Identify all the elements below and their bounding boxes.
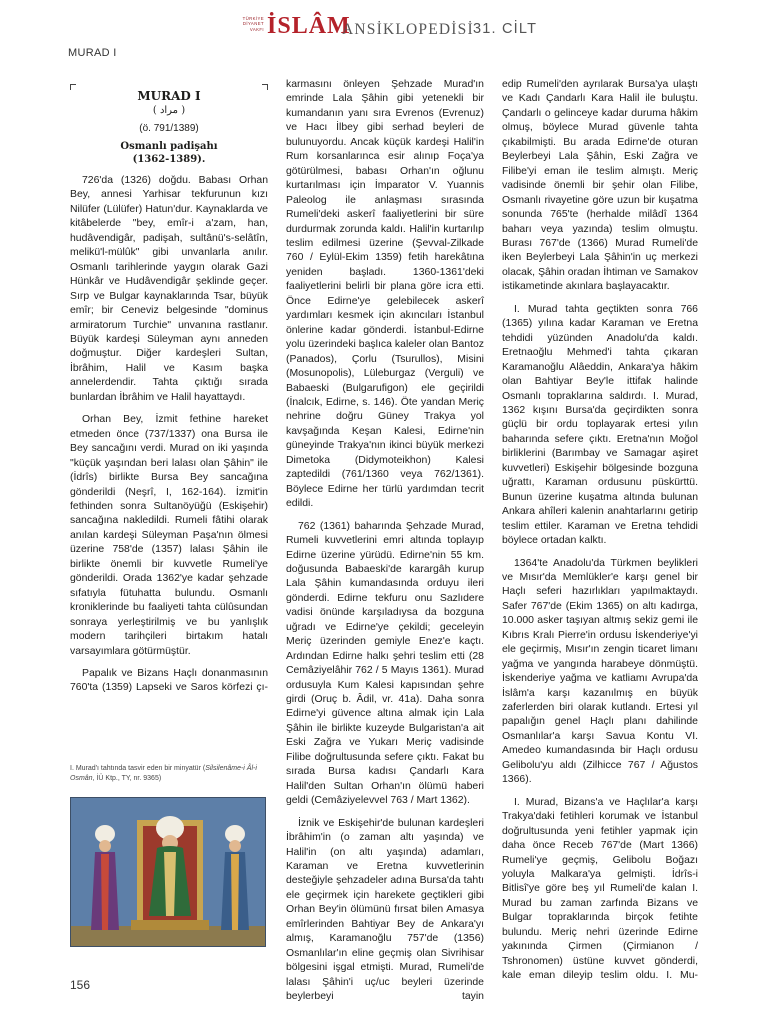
running-head: MURAD I — [68, 47, 117, 59]
entry-subtitle: Osmanlı padişahı — [120, 141, 218, 152]
entry-arabic: ( مراد ) — [152, 105, 186, 116]
entry-heading — [70, 78, 268, 166]
publisher-logo-text: TÜRKİYE DİYANET VAKFI — [242, 16, 264, 32]
corner-mark-left — [70, 84, 76, 90]
volume-label: 31. CİLT — [473, 21, 538, 37]
page-number: 156 — [70, 978, 91, 992]
paragraph: 1364'te Anadolu'da Türkmen beylikleri ve Mısır'da Memlükler'e karşı genel bir Haçlı seferi hazırlıkları yapılmaktaydı. Safer 767'de (Ekim 1365) on altı kadırga, 10.000 asker taşıyan altmış sekiz gemi ile Kıbrıs Kralı Pierre'in ordusu İskenderiye'yi ele geçirmiş, Mısır'ın zengin ticaret limanı yağma ve yangında harabeye dönmüştü. İskenderiye yağma ve katliamı Avrupa'da İslâm'a karşı kazanılmış en büyük zaferlerden biri olarak kutlandı. Ertesi yıl papalığın genel Haçlı planı dahilinde Osmanlılar'a karşı Savua Kontu VI. Amedeo kumandasında bir Haçlı ordusu Gelibolu'yu aldı (Zilhicce 767 / Ağustos 1366). — [502, 557, 698, 786]
paragraph: Orhan Bey, İzmit fethine hareket etmeden önce (737/1337) ona Bursa ile Bey sancağını verdi. Murad on iki yaşında "küçük yaşından beri lalası olan Şâhin" ile (İdrîs) birlikte Bursa Bey sancağına gönderildi (Neşrî, I, 162-164). İzmit'in fethinden sonra Sultanöyüğü (Eskişehir) sancağına nakledildi. Rumeli fâtihi olarak anılan kardeşi Süleyman Paşa'nın ölmesi üzerine 758'de (1357) lalası Şâhin ile birlikte önemli bir kuvvetle Rumeli'ye gönderildi. Orada 1362'ye kadar şehzade sıfatıyla fütuhatta bulundu. Osmanlı kroniklerinde bu faaliyeti tahta cülûsundan sonraya yerleştirilmiş ve bu yanlışlık modern tarihçileri birtakım hatalı varsayımlara götürmüştür. — [70, 414, 268, 657]
figure-caption: I. Murad'ı tahtında tasvir eden bir minyatür (Silsilenâme-i Âl-i Osmân, İÜ Ktp., TY, nr. 9365) — [70, 765, 257, 782]
paragraph: edip Rumeli'den ayrılarak Bursa'ya ulaştı ve Kadı Çandarlı Kara Halil ile buluştu. Çandarlı o gelinceye kadar duruma hâkim olmuş, böylece Murad güvenle tahta çıkabilmişti. Bu arada Edirne'de oturan Beylerbeyi Lala Şâhin, Eski Zağra ve Filibe'yi eman ile teslim almıştı. Meriç vadisinde önemli bir şehir olan Filibe, Osmanlı rivayetine göre uzun bir kuşatma sonunda 765'te (herhalde milâdî 1364 baharı veya yazında) teslim olmuştu. Burası 767'de (1366) Murad Rumeli'de iken Beylerbeyi Lala Şâhin'in uç merkezi olacak, Şâhin oradan İhtiman ve Samakov istikametinde akınlara başlayacaktır. — [502, 79, 698, 293]
miniature-painting — [70, 797, 266, 947]
corner-mark-right — [262, 84, 268, 90]
paragraph: I. Murad tahta geçtikten sonra 766 (1365) yılına kadar Karaman ve Eretna tehdidi yüzünden Anadolu'da kaldı. Eretnaoğlu Mehmed'i tahta çıkaran Karamanoğlu Alâeddin, Ankara'ya hâkim olan Bahtiyar Bey'le ittifak halinde Osmanlı topraklarına saldırdı. I. Murad, 1362 kışını Bursa'da geçirdikten sonra güçlü bir ordu toplayarak ertesi yılın baharında sefere çıktı. Eretna'nın Moğol birliklerini (Barımbay ve Samagar aşiret kuvvetleri) Eskişehir bölgesinde bozguna uğrattı, Karaman ordusunu püskürttü. Bunun üzerine kuşatma altında bulunan Ankara ahîleri kalenin anahtarlarını getirip teslim ettiler. Karaman ve Eretna tehdidi böylece ortadan kalktı. — [502, 303, 698, 547]
text-column-3 — [502, 78, 698, 984]
paragraph: karmasını önleyen Şehzade Murad'ın emrinde Lala Şâhin gibi yetenekli bir kumandanın yanı sıra Evrenos (Evrenuz) ve Hacı İlbey gibi serhad beyleri de bulunuyordu. Ancak küçük kardeşi Halil'in Rum korsanlarınca esir alınıp Foça'ya götürülmesi, babası Orhan'ın oğlunu kurtarılması için İmparator V. Yuannis Paleolog ile anlaşması sırasında Rumeli'deki askerî faaliyetlerini bir süre durdurmak zorunda kaldı. Halil'in kurtarılıp teslim edilmesi üzerine (Şevval-Zilkade 760 / Eylül-Ekim 1359) fetih harekâtına yeniden başladı. 1360-1361'deki faaliyetlerini belirli bir plana göre icra etti. Önce Edirne'ye gelebilecek askerî yardımları kesmek için akıncıları İstanbul önlerine kadar gönderdi. İstanbul-Edirne yolu üzerindeki başlıca kaleler olan Bantoz (Panados), Çorlu (Tsurullos), Misini (Mosunopolis), Lüleburgaz (Verguli) ve Babaeski (Bulgarufigon) ele geçirildi (İnalcık, Edirne, s. 146). Öte yandan Meriç nehrine doğru Güney Trakya yol kavşağında Keşan Kalesi, Edirne'nin güneyinde Trakya'nın ikinci büyük merkezi Dimetoka (Didymoteikhon) Kalesi zaptedildi (761/1360 veya 762/1361). Böylece Edirne her türlü yardımdan tecrit edildi. — [286, 79, 484, 510]
text-column-2 — [286, 78, 484, 1005]
paragraph: I. Murad, Bizans'a ve Haçlılar'a karşı Trakya'daki fetihleri korumak ve İstanbul doğrultusunda yeni fetihler yapmak için daha önce Receb 767'de (Mart 1366) Rumeli'ye geçmiş, Gelibolu Boğazı yoluyla Malkara'ya gelmişti. İdrîs-i Bitlisî'ye göre beş yıl Rumeli'de kalan I. Murad bu zaman zarfında Bizans ve Bulgar topraklarında birçok fetihte bulundu. Meriç nehri üzerinde Edirne yakınında Çirmen (Çirmianon / Tshronomen) üstüne kuvvet gönderdi, kale eman dileyip teslim oldu. I. Mu- — [502, 796, 698, 982]
paragraph: 762 (1361) baharında Şehzade Murad, Rumeli kuvvetlerini emri altında toplayıp Edirne üzerine yürüdü. Edirne'nin 55 km. doğusunda Babaeski'de karargâh kurup Lala Şâhin kumandasında orduyu ileri gönderdi. Edirne tekfuru onu Sazlıdere vadisi önünde karşıladıysa da bozguna uğradı ve Edirne'ye çekildi; geceleyin Meriç üzerinden gemiyle Enez'e kaçtı. Ardından Edirne halkı şehri teslim etti (28 Cemâziyelâhir 762 / 5 Mayıs 1361). Murad ordusuyla Kum Kalesi kapısından şehre girdi (Oruç b. Âdil, vr. 41a). Daha sonra Edirne'yi güvence altına almak için Lala Şâhin ile birlikte kuzeyde Bulgaristan'a ait Eski Zağra ve Yukarı Meriç vadisinde Filibe doğrultusunda sefere çıktı. Fakat bu sırada Bursa kadısı Çandarlı Kara Halil'den Sultan Orhan'ın ölümü haberi geldi (Cemâziyelevvel 763 / Mart 1362). — [286, 520, 484, 807]
entry-dates: (ö. 791/1389) — [139, 123, 199, 134]
text-column-1 — [70, 78, 268, 696]
paragraph: İznik ve Eskişehir'de bulunan kardeşleri İbrâhim'in (o zaman altı yaşında) ve Halil'in (on altı yaşında) adamları, Karaman ve Eretna kuvvetlerinin desteğiyle şehzadeler adına Bursa'da tahtı ele geçirmek için harekete geçtikleri gibi Orhan Bey'in ölümünü fırsat bilen Amasya emîrlerinden Bahtiyar Bey de Ankara'yı almış, Karamanoğlu 757'de (1356) Osmanlılar'ın eline geçmiş olan Sivrihisar bölgesini işgal etmişti. Murad, Rumeli'de lalası Şâhin'i uç/uc beyleri üzerinde beylerbeyi tayin — [286, 817, 484, 1003]
miniature-illustration — [71, 798, 266, 947]
entry-subtitle-years: (1362-1389). — [132, 154, 206, 165]
encyclopedia-header — [232, 14, 732, 44]
ansiklopedisi-title: ANSİKLOPEDİSİ — [342, 21, 474, 38]
islam-logo: İSLÂM — [267, 13, 351, 39]
entry-title: MURAD I — [137, 89, 201, 103]
paragraph: Papalık ve Bizans Haçlı donanmasının 760'ta (1359) Lapseki ve Saros körfezi çı- — [70, 667, 268, 694]
paragraph: 726'da (1326) doğdu. Babası Orhan Bey, annesi Yarhisar tekfurunun kızı Nilüfer (Lülüfer) Hatun'dur. Kaynaklarda ve kitâbelerde "bey, emîr-i a'zam, han, hudâvendigâr, padişah, sultânü's-selâtîn, melikü'l-mülûk" gibi unvanlarla anılır. Osmanlı tarihlerinde yaygın olarak Gazi Hünkâr ve Hudâvendigâr şeklinde geçer. Sırp ve Bulgar kaynaklarında Tsar, büyük emîr; bir Ceneviz belgesinde "dominus armiratorum Turchie" unvanına rastlanır. Büyük kardeşi Süleyman aynı anneden doğmuştur. Diğer kardeşleri Sultan, İbrâhim, Halil ve Kasım başka annelerdendir. Tahta çıktığı sırada bunlardan İbrâhim ve Halil hayattaydı. — [70, 175, 268, 403]
